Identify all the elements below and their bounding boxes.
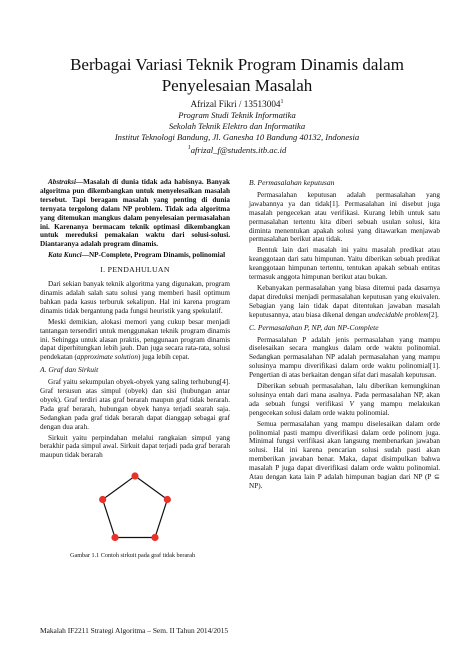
paragraph-pnp-2 [249,382,440,418]
paragraph-keputusan-3 [249,284,440,320]
graph-edge [155,500,167,538]
p2-text-a: Meski demikian, alokasi memori yang cukup besar menjadi tantangan tersendiri untuk menggunakan teknik program dinamis ini. Sehingga untuk alasan praktis, penggunaan program dinamis dapat diperhitungkan lebih jauh. Dan juga secara rata-rata, solusi pendekatan ( [40,317,230,362]
email-superscript: 1 [187,145,191,152]
subsection-heading-keputusan: B. Permasalahan keputusan [249,178,335,187]
right-column [249,179,440,493]
paragraph-keputusan-1: Permasalahan keputusan adalah permasalahan yang jawabannya ya dan tidak[1]. Permasalahan ini disebut juga masalah pengecekan atau verifikasi. Kurang lebih untuk satu permasalahan tertentu kita diberi sebuah usulan solusi, kita diminta menentukan apakah solusi yang ditawarkan menjawab permasalahan berikut atau tidak. [249,190,440,244]
pentagon-graph [40,466,230,550]
q5-emphasis: V [349,399,354,408]
affiliation-line-1: Program Studi Teknik Informatika [178,110,296,121]
figure-circuit-graph [40,466,230,550]
graph-node [131,473,138,480]
graph-node [99,496,106,503]
paper-title [0,54,474,96]
graph-node [111,534,118,541]
author-block [0,97,474,156]
author-superscript: 1 [280,99,284,105]
abstract-text: —Masalah di dunia tidak ada habisnya. Banyak algoritma pun dikembangkan untuk menyelesaikan masalah tersebut. Tapi beragam masalah yang penting di dunia ternyata tergolong dalam NP problem. Tidak ada algoritma yang ditemukan mangkus dalam penyelesaian permasalahan ini. Karenanya bermacam teknik optimasi dikembangkan untuk mereduksi pemakaian waktu dari solusi-solusi. Diantaranya adalah program dinamis. [40,178,230,249]
section-heading-pendahuluan: I. PENDAHULUAN [100,265,170,275]
abstract-label: Abstraksi [48,178,76,186]
q3-emphasis: undecidable problem [367,310,429,319]
paragraph-keputusan-2: Bentuk lain dari masalah ini yaitu masalah predikat atau keanggotaan dari satu himpunan. Yaitu diberikan sebuah predikat keanggotaan himpunan tertentu, tentukan apakah sebuah entitas termasuk anggota himpunan berikut atau bukan. [249,246,440,282]
author-name [0,97,474,110]
paragraph-pnp-3: Semua permasalahan yang mampu diselesaikan dalam orde polinomial pasti mampu diverifikasi dalam orde polinom juga. Minimal fungsi verifikasi akan langsung membenarkan jawaban solusi. Hal ini karena pencarian solusi sudah pasti akan memberikan jawaban benar. Maka, dapat disimpulkan bahwa masalah P juga dapat diverifikasi dalam orde waktu polinomial. Atau dengan kata lain P adalah himpunan bagian dari NP (P ⊆ NP). [249,419,440,490]
q5-text-b: yang mampu melakukan pengecekan solusi dalam orde waktu polinomial. [249,399,440,417]
email-line [0,143,474,156]
subsection-heading-graf: A. Graf dan Sirkuit [40,365,99,375]
paragraph-graf-2: Sirkuit yaitu perpindahan melalui rangkaian simpul yang berakhir pada simpul awal. Sirkuit dapat terjadi pada graf berarah maupun tidak berarah [40,433,230,460]
q5-text-a: Diberikan sebuah permasalahan, lalu diberikan kemungkinan solusinya entah dari mana asalnya. Pada permasalahan NP, akan ada sebuah fungsi verifikasi [249,382,440,408]
paragraph-graf-1: Graf yaitu sekumpulan obyek-obyek yang saling terhubung[4]. Graf tersusun atas simpul (obyek) dan sisi (hubungan antar obyek). Graf terdiri atas graf berarah maupun graf tidak berarah. Pada graf berarah, hubungan obyek hanya terjadi searah saja. Sedangkan pada graf tidak berarah dapat dianggap sebagai graf dengan dua arah. [40,378,230,431]
paragraph-intro-2 [40,318,230,363]
title-line-1: Berbagai Variasi Teknik Program Dinamis dalam [70,55,404,74]
p2-text-b: ) juga lebih cepat. [137,353,190,362]
left-column [40,178,230,563]
graph-node [164,496,171,503]
affiliation-line-2: Sekolah Teknik Elektro dan Informatika [168,121,306,132]
q3-text-a: Kebanyakan permasalahan yang biasa ditemui pada dasarnya dapat direduksi menjadi permasalahan keputusan yang ekuivalen. Sebagian yang lain tidak dapat ditentukan jawaban masalah keputusannya, atau biasa dikenal dengan [249,283,440,319]
figure-caption: Gambar 1.1 Contoh sirkuit pada graf tidak berarah [70,552,196,560]
p2-emphasis: approximate solution [76,353,138,362]
graph-node [151,534,158,541]
paragraph-intro-1: Dari sekian banyak teknik algoritma yang digunakan, program dinamis adalah salah satu solusi yang memberi hasil optimum bahkan pada kasus terburuk sekalipun. Hal ini karena program dinamis tidak bergantung pada fungsi heuristik yang spekulatif. [40,280,230,315]
email-address: afrizal_f@students.itb.ac.id [190,144,287,155]
title-line-2: Penyelesaian Masalah [161,76,313,95]
abstract [40,178,230,249]
graph-edge [103,476,135,499]
subsection-heading-p-np: C. Permasalahan P, NP, dan NP-Complete [249,322,379,332]
paragraph-pnp-1: Permasalahan P adalah jenis permasalahan yang mampu diselesaikan secara mangkus dalam orde waktu polinomial. Sedangkan permasalahan NP adalah permasalahan yang mampu solusinya mampu diverifikasi dalam orde waktu polinomial[1]. Pengertian di atas berkaitan dengan sifat dari masalah keputusan. [249,335,440,380]
keywords [40,251,230,260]
affiliation-line-3: Institut Teknologi Bandung, Jl. Ganesha 10 Bandung 40132, Indonesia [114,132,360,143]
q3-text-b: [2]. [428,310,439,319]
keywords-label: Kata Kunci [48,251,82,260]
page-footer: Makalah IF2211 Strategi Algoritma – Sem. II Tahun 2014/2015 [40,626,229,635]
graph-edge [103,500,115,538]
graph-edge [135,476,167,499]
keywords-text: —NP-Complete, Program Dinamis, polinomial [81,251,226,260]
author-name-text: Afrizal Fikri / 13513004 [190,99,281,110]
